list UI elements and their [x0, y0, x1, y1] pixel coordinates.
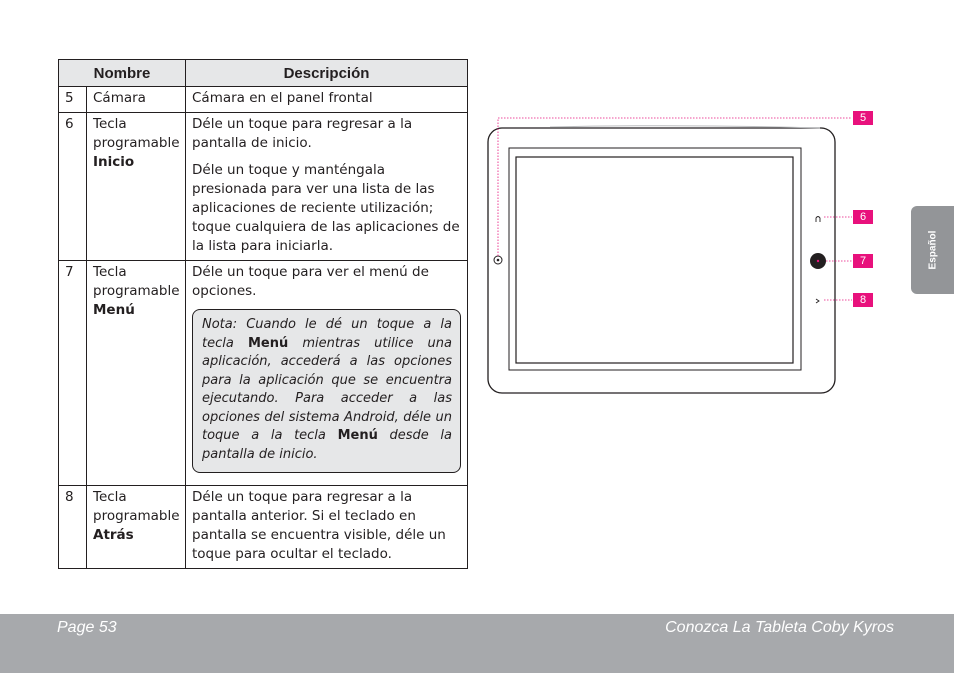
callout-8: 8: [853, 293, 873, 307]
row-name-line: Tecla: [93, 489, 127, 505]
callout-6: 6: [853, 210, 873, 224]
description-text: Déle un toque y manténgala presionada para ver una lista de las aplicaciones de reciente utilización; toque cualquiera de las aplicaciones de la lista para iniciarla.: [192, 162, 460, 254]
row-number: 7: [59, 261, 87, 486]
language-tab: [911, 206, 954, 294]
tablet-diagram: [480, 100, 880, 400]
header-descripcion: Descripción: [186, 60, 468, 87]
table-row: [59, 261, 468, 486]
note-key-name: Menú: [247, 335, 289, 351]
camera-icon: [494, 256, 502, 264]
note-text: mientras utilice una aplicación, accederá a las opciones para la aplicación que se encuentra ejecutando. Para acceder a las opciones del sistema Android, déle un toque a la tecla: [202, 335, 452, 443]
row-name-line: programable: [93, 508, 180, 524]
table-row: [59, 113, 468, 261]
key-description-table: [58, 59, 468, 569]
row-name-line: programable: [93, 283, 180, 299]
menu-key-icon: [810, 253, 826, 269]
row-name-text: Cámara: [93, 90, 146, 106]
description-text: Cámara en el panel frontal: [192, 90, 373, 106]
row-description: [186, 486, 468, 569]
row-name-line: programable: [93, 135, 180, 151]
row-description: [186, 87, 468, 113]
row-name: [87, 87, 186, 113]
row-name-key: Inicio: [93, 154, 135, 170]
row-description: [186, 113, 468, 261]
row-description: [186, 261, 468, 486]
row-name-key: Menú: [93, 302, 135, 318]
row-number: 8: [59, 486, 87, 569]
row-name: [87, 486, 186, 569]
note-key-name: Menú: [337, 428, 378, 443]
row-name-line: Tecla: [93, 116, 127, 132]
description-text: Déle un toque para ver el menú de opciones.: [192, 264, 429, 299]
description-text: Déle un toque para regresar a la pantalla de inicio.: [192, 116, 413, 151]
table-row: [59, 486, 468, 569]
language-tab-label: Español: [927, 230, 938, 270]
row-name: [87, 113, 186, 261]
row-number: 5: [59, 87, 87, 113]
note-text: desde la pantalla de inicio.: [202, 428, 453, 462]
footer-title: Conozca La Tableta Coby Kyros: [665, 619, 894, 636]
note-text: Nota: Cuando le dé un toque a la tecla: [202, 317, 452, 351]
tablet-screen: [516, 157, 793, 363]
row-name: [87, 261, 186, 486]
note-box: [192, 309, 461, 473]
header-nombre: Nombre: [59, 60, 186, 87]
callout-5: 5: [853, 111, 873, 125]
row-name-line: Tecla: [93, 264, 127, 280]
page-footer: [0, 614, 954, 673]
row-number: 6: [59, 113, 87, 261]
row-name-key: Atrás: [93, 527, 134, 543]
table-header-row: [59, 60, 468, 87]
callout-7: 7: [853, 254, 873, 268]
description-text: Déle un toque para regresar a la pantalla anterior. Si el teclado en pantalla se encuentra visible, déle un toque para ocultar el teclado.: [192, 489, 446, 562]
page-number: Page 53: [57, 619, 117, 636]
table-row: [59, 87, 468, 113]
